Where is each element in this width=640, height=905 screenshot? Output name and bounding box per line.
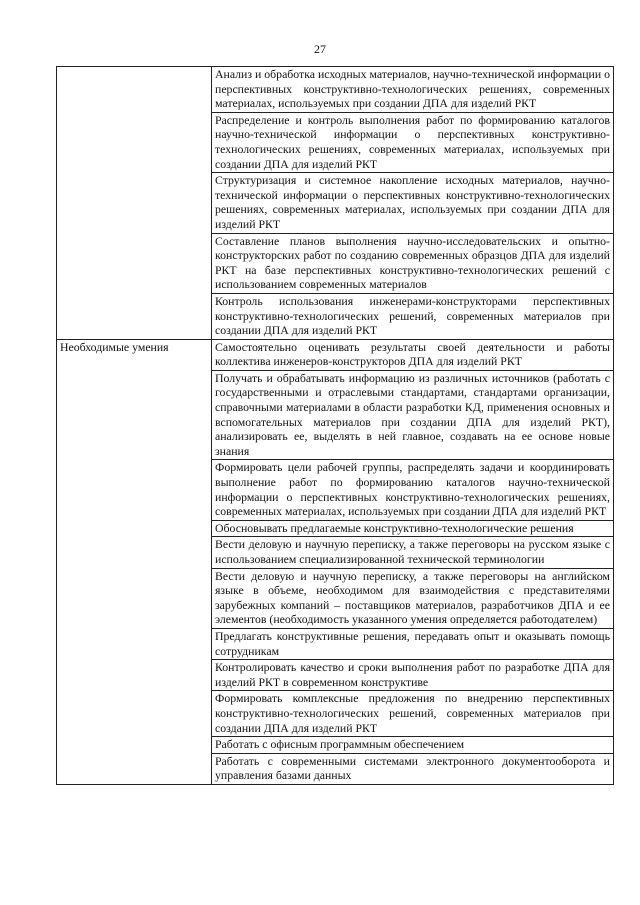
table-cell-description: Вести деловую и научную переписку, а также переговоры на русском языке с использованием специализированной технической терминологии <box>212 537 614 568</box>
table-row <box>57 67 614 113</box>
requirements-table <box>56 66 614 785</box>
table-cell-description: Структуризация и системное накопление исходных материалов, научно-технической информации о перспективных конструктивно-технологических решениях, современных материалах, используемых при создании ДПА для изделий РКТ <box>212 173 614 233</box>
table-cell-description: Обосновывать предлагаемые конструктивно-технологические решения <box>212 520 614 537</box>
table-cell-description: Работать с офисным программным обеспечением <box>212 737 614 754</box>
table-cell-description: Вести деловую и научную переписку, а также переговоры на английском языке в объеме, необходимом для взаимодействия с представителями зарубежных компаний – поставщиков материалов, разработчиков ДПА и ее элементов (необходимость указанного умения определяется работодателем) <box>212 568 614 628</box>
table-cell-description: Формировать комплексные предложения по внедрению перспективных конструктивно-технологических решений, современных материалов при создании ДПА для изделий РКТ <box>212 691 614 737</box>
table-row <box>57 339 614 370</box>
table-cell-description: Предлагать конструктивные решения, передавать опыт и оказывать помощь сотрудникам <box>212 628 614 659</box>
table-cell-description: Составление планов выполнения научно-исследовательских и опытно-конструкторских работ по созданию современных образцов ДПА для изделий РКТ на базе перспективных конструктивно-технологических решений с использованием современных материалов <box>212 233 614 293</box>
table-cell-description: Самостоятельно оценивать результаты своей деятельности и работы коллектива инженеров-конструкторов ДПА для изделий РКТ <box>212 339 614 370</box>
table-cell-description: Анализ и обработка исходных материалов, научно-технической информации о перспективных конструктивно-технологических решениях, современных материалах, используемых при создании ДПА для изделий РКТ <box>212 67 614 113</box>
table-cell-description: Распределение и контроль выполнения работ по формированию каталогов научно-технической информации о перспективных конструктивно-технологических решениях, современных материалах, используемых при создании ДПА для изделий РКТ <box>212 112 614 172</box>
section-label-skills: Необходимые умения <box>57 339 212 784</box>
table-cell-description: Контролировать качество и сроки выполнения работ по разработке ДПА для изделий РКТ в современном конструктиве <box>212 660 614 691</box>
table-cell-description: Получать и обрабатывать информацию из различных источников (работать с государственными и отраслевыми стандартами, стандартами организации, справочными материалами в области разработки КД, применения основных и вспомогательных материалов при создании ДПА для изделий РКТ), анализировать ее, выделять в ней главное, создавать на ее основе новые знания <box>212 370 614 460</box>
table-cell-description: Контроль использования инженерами-конструкторами перспективных конструктивно-технологических решений, современных материалов при создании ДПА для изделий РКТ <box>212 293 614 339</box>
page-number: 27 <box>314 42 326 56</box>
table-cell-description: Формировать цели рабочей группы, распределять задачи и координировать выполнение работ по формированию каталогов научно-технической информации о перспективных конструктивно-технологических решениях, современных материалах, используемых при создании ДПА для изделий РКТ <box>212 460 614 520</box>
section-label-continued <box>57 67 212 340</box>
table-cell-description: Работать с современными системами электронного документооборота и управления базами данных <box>212 753 614 784</box>
